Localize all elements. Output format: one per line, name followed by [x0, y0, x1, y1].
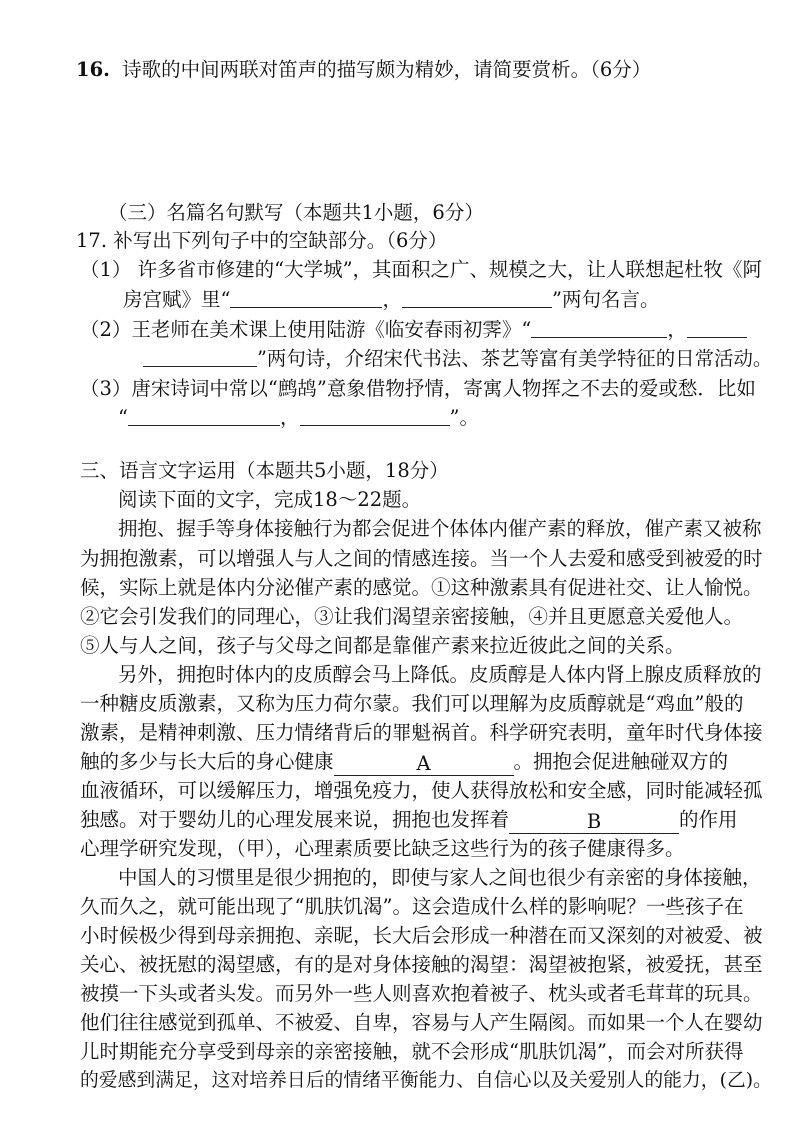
part-header: 三、语言文字运用（本题共5小题，18分）: [80, 459, 449, 482]
q17-part1-line1: （1） 许多省市修建的“大学城”，其面积之广、规模之大，让人联想起杜牧《阿: [80, 258, 763, 281]
passage-line: 拥抱、握手等身体接触行为都会促进个体体内催产素的释放，催产素又被称: [118, 517, 762, 540]
answer-blank[interactable]: [402, 288, 552, 308]
passage-line: 一种糖皮质激素，又称为压力荷尔蒙。我们可以理解为皮质醇就是“鸡血”般的: [80, 692, 744, 715]
passage-line: [80, 749, 728, 776]
passage-line: 小时候极少得到母亲拥抱、亲昵，长大后会形成一种潜在而又深刻的对被爱、被: [80, 924, 763, 947]
passage-line: ⑤人与人之间，孩子与父母之间都是靠催产素来拉近彼此之间的关系。: [80, 634, 685, 657]
passage-line: 中国人的习惯里是很少拥抱的，即使与家人之间也很少有亲密的身体接触，: [118, 866, 762, 889]
q17-part1-line2: [123, 287, 659, 313]
passage-line: 为拥抱激素，可以增强人与人之间的情感连接。当一个人去爱和感受到被爱的时: [80, 547, 763, 570]
blank-a[interactable]: A: [334, 753, 514, 776]
passage-line: 激素，是精神刺激、压力情绪背后的罪魁祸首。科学研究表明，童年时代身体接: [80, 721, 763, 744]
text-segment: ，: [667, 318, 687, 341]
answer-blank[interactable]: [687, 318, 747, 338]
text-segment: 的作用: [679, 808, 738, 831]
passage-line: ②它会引发我们的同理心，③让我们渴望亲密接触，④并且更愿意关爱他人。: [80, 605, 744, 628]
text-segment: “: [118, 406, 128, 429]
answer-blank[interactable]: [230, 288, 382, 308]
passage-line: 血液循环，可以缓解压力，增强免疫力，使人获得放松和安全感，同时能减轻孤: [80, 779, 763, 802]
blank-b[interactable]: B: [509, 811, 679, 834]
question-number: 16.: [76, 58, 110, 81]
question-16: [76, 57, 651, 83]
text-segment: ”两句名言。: [552, 288, 660, 311]
q17-part2-line1: [80, 317, 747, 343]
passage-line: 关心、被抚慰的渴望感，有的是对身体接触的渴望：渴望被抱紧，被爱抚，甚至: [80, 953, 763, 976]
text-segment: ”两句诗，介绍宋代书法、茶艺等富有美学特征的日常活动。: [257, 347, 773, 370]
passage-line: 久而久之，就可能出现了“肌肤饥渴”。这会造成什么样的影响呢？一些孩子在: [80, 895, 744, 918]
reading-instruction: 阅读下面的文字，完成18～22题。: [118, 488, 422, 511]
question-17-stem: 17. 补写出下列句子中的空缺部分。（6分）: [76, 229, 448, 252]
passage-line: 的爱感到满足，这对培养日后的情绪平衡能力、自信心以及关爱别人的能力，(乙)。: [80, 1070, 772, 1091]
text-segment: 独感。对于婴幼儿的心理发展来说，拥抱也发挥着: [80, 808, 510, 831]
text-segment: ”。: [449, 406, 479, 429]
question-text: 诗歌的中间两联对笛声的描写颇为精妙，请简要赏析。（6分）: [122, 58, 652, 81]
q17-part3-line2: [118, 405, 479, 431]
answer-blank[interactable]: [128, 406, 280, 426]
passage-line: 他们往往感觉到孤单、不被爱、自卑，容易与人产生隔阂。而如果一个人在婴幼: [80, 1011, 763, 1034]
answer-blank[interactable]: [143, 347, 257, 367]
passage-line: 心理学研究发现，（甲），心理素质要比缺乏这些行为的孩子健康得多。: [80, 837, 685, 860]
text-segment: ，: [279, 406, 300, 429]
text-segment: 。拥抱会促进触碰双方的: [513, 750, 729, 773]
text-segment: （2）王老师在美术课上使用陆游《临安春雨初霁》“: [80, 318, 532, 341]
text-segment: ，: [382, 288, 402, 311]
text-segment: 房宫赋》里“: [123, 288, 231, 311]
answer-blank[interactable]: [300, 406, 450, 426]
passage-line: [80, 807, 738, 834]
q17-part3-line1: （3）唐宋诗词中常以“鹧鸪”意象借物抒情，寄寓人物挥之不去的爱或愁．比如: [80, 377, 756, 400]
passage-line: 候，实际上就是体内分泌催产素的感觉。①这种激素具有促进社交、让人愉悦。: [80, 576, 763, 599]
answer-blank[interactable]: [531, 318, 667, 338]
text-segment: 触的多少与长大后的身心健康: [80, 750, 334, 773]
passage-line: 被摸一下头或者头发。而另外一些人则喜欢抱着被子、枕头或者毛茸茸的玩具。: [80, 982, 763, 1005]
passage-line: 儿时期能充分享受到母亲的亲密接触，就不会形成“肌肤饥渴”，而会对所获得: [80, 1040, 744, 1063]
q17-part2-line2: [143, 346, 772, 372]
passage-line: 另外，拥抱时体内的皮质醇会马上降低。皮质醇是人体内肾上腺皮质释放的: [118, 663, 762, 686]
section-header: （三）名篇名句默写（本题共1小题，6分）: [108, 201, 484, 224]
